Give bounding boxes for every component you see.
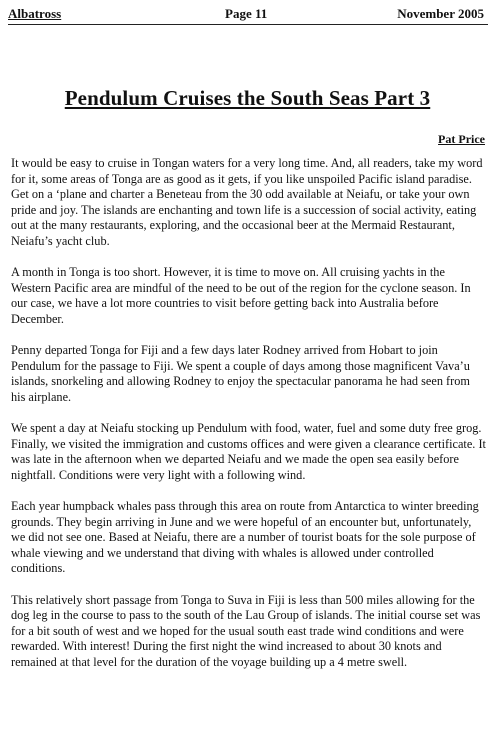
paragraph: This relatively short passage from Tonga to Suva in Fiji is less than 500 miles allowing for the dog leg in the course to pass to the south of the Lau Group of islands. The initial course set was for a bit south of west and we hoped for the usual south east trade wind conditions and were rewarded. With interest! During the first night the wind increased to about 30 knots and remained at that level for the duration of the voyage building up a 4 metre swell.: [11, 592, 481, 669]
paragraph: We spent a day at Neiafu stocking up Pendulum with food, water, fuel and some duty free grog. Finally, we visited the immigration and customs offices and were given a clearance certificate. It was late in the afternoon when we departed Neiafu and we made the open sea easily before nightfall. Conditions were very light with a following wind.: [11, 421, 486, 482]
issue-date: November 2005: [397, 6, 484, 21]
page-number: Page 11: [225, 6, 268, 21]
article-title: Pendulum Cruises the South Seas Part 3: [64, 86, 431, 110]
paragraph: A month in Tonga is too short. However, it is time to move on. All cruising yachts in the Western Pacific area are mindful of the need to be out of the region for the cyclone season. In our case, we have a lot more countries to visit before getting back into Australia before December.: [11, 265, 471, 326]
article-body: [11, 156, 487, 686]
paragraph: It would be easy to cruise in Tongan waters for a very long time. And, all readers, take my word for it, some areas of Tonga are as good as it gets, if you like unspoiled Pacific island paradise. Get on a ‘plane and charter a Beneteau from the 30 odd available at Neiafu, or take your own pride and joy. The islands are enchanting and town life is a succession of social activity, eating out at the many restaurants, exploring, and the occasional beer at the Mermaid Restaurant, Neiafu’s yacht club.: [11, 156, 483, 248]
page-header: [8, 4, 488, 25]
publication-name: Albatross: [8, 6, 62, 21]
article-author: Pat Price: [438, 132, 485, 146]
paragraph: Each year humpback whales pass through this area on route from Antarctica to winter breeding grounds. They begin arriving in June and we were hopeful of an encounter but, unfortunately, we did not see one. Based at Neiafu, there are a number of tourist boats for the sole purpose of whale viewing and we understand that diving with whales is allowed under controlled conditions.: [11, 499, 479, 576]
paragraph: Penny departed Tonga for Fiji and a few days later Rodney arrived from Hobart to join Pendulum for the passage to Fiji. We spent a couple of days among those magnificent Vava’u islands, snorkeling and allowing Rodney to enjoy the spectacular panorama he had seen from his airplane.: [11, 343, 470, 404]
